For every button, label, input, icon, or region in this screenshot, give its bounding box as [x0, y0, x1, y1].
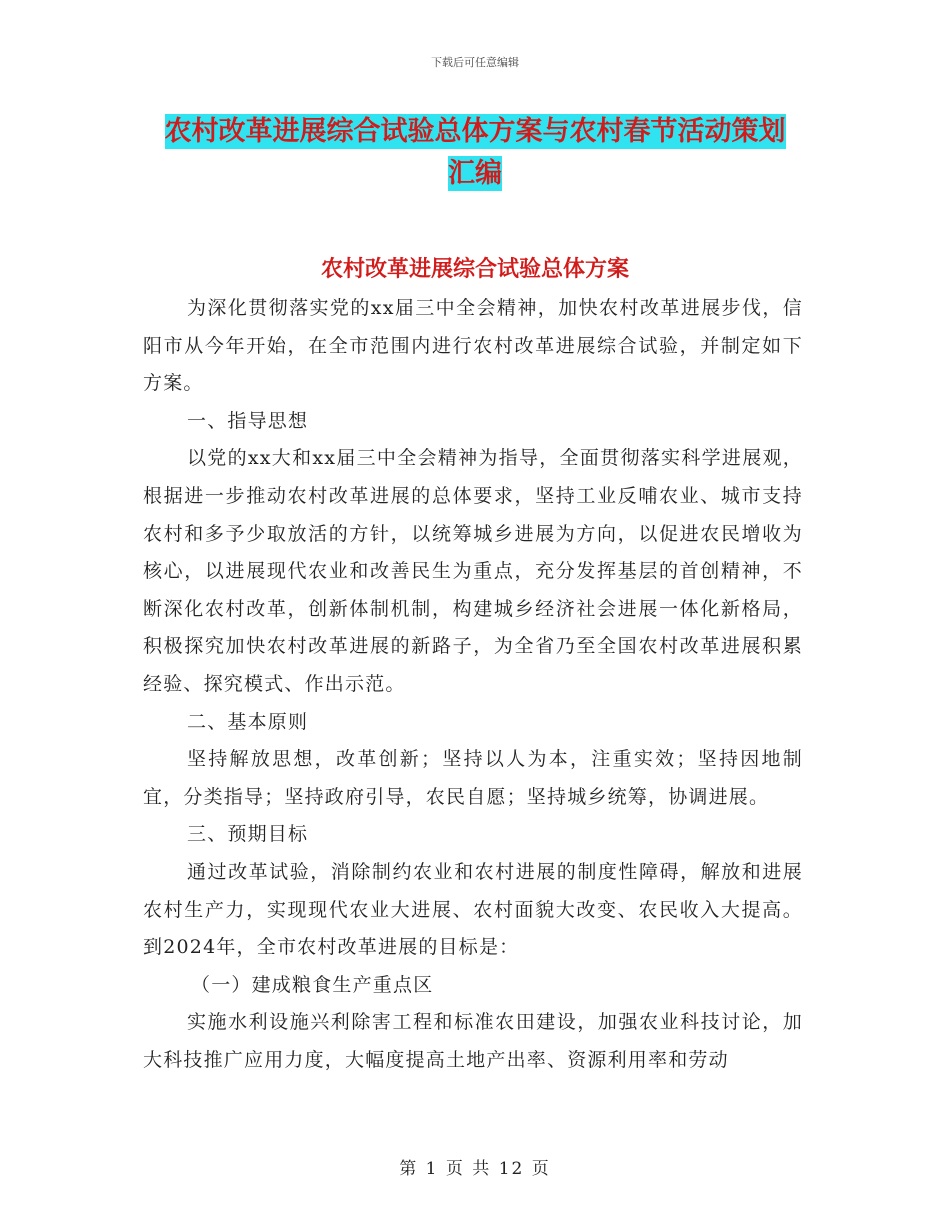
- paragraph-intro: 为深化贯彻落实党的xx届三中全会精神，加快农村改革进展步伐，信阳市从今年开始，在全市范围内进行农村改革进展综合试验，并制定如下方案。: [143, 297, 803, 395]
- heading-grain-zone: （一）建成粮食生产重点区: [191, 973, 434, 996]
- document-title: [0, 111, 950, 195]
- title-line-1: 农村改革进展综合试验总体方案与农村春节活动策划: [164, 116, 786, 147]
- section-title: 农村改革进展综合试验总体方案: [320, 257, 629, 282]
- heading-guiding-ideology: 一、指导思想: [187, 409, 309, 432]
- header-note: 下载后可任意编辑: [431, 56, 519, 69]
- heading-basic-principles: 二、基本原则: [187, 710, 309, 733]
- document-body: [143, 290, 803, 1079]
- paragraph-grain-zone: 实施水利设施兴利除害工程和标准农田建设，加强农业科技讨论，加大科技推广应用力度，大幅度提高土地产出率、资源利用率和劳动: [143, 1011, 803, 1071]
- page-number: 第 1 页 共 12 页: [399, 1159, 551, 1179]
- paragraph-expected-goals: 通过改革试验，消除制约农业和农村进展的制度性障碍，解放和进展农村生产力，实现现代农业大进展、农村面貌大改变、农民收入大提高。到2024年，全市农村改革进展的目标是：: [143, 860, 803, 959]
- paragraph-guiding-ideology: 以党的xx大和xx届三中全会精神为指导，全面贯彻落实科学进展观，根据进一步推动农村改革进展的总体要求，坚持工业反哺农业、城市支持农村和多予少取放活的方针，以统筹城乡进展为方向，以促进农民增收为核心，以进展现代农业和改善民生为重点，充分发挥基层的首创精神，不断深化农村改革，创新体制机制，构建城乡经济社会进展一体化新格局，积极探究加快农村改革进展的新路子，为全省乃至全国农村改革进展积累经验、探究模式、作出示范。: [143, 447, 803, 695]
- title-line-2: 汇编: [448, 158, 502, 189]
- paragraph-basic-principles: 坚持解放思想，改革创新；坚持以人为本，注重实效；坚持因地制宜，分类指导；坚持政府引导，农民自愿；坚持城乡统筹，协调进展。: [143, 748, 803, 808]
- heading-expected-goals: 三、预期目标: [187, 823, 309, 846]
